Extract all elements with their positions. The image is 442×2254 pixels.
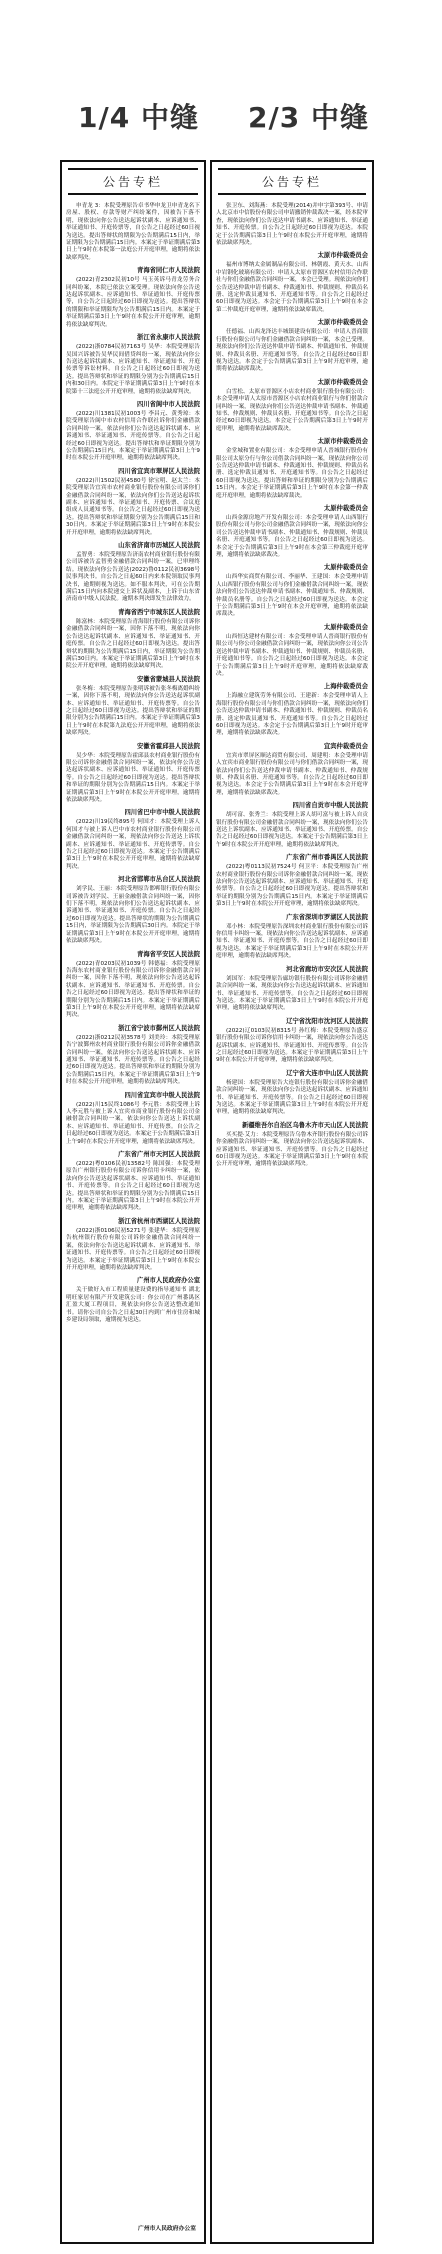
notice-body: 胡可富、张秀兰：本院受理上诉人胡可富与被上诉人自贡银行股份有限公司金融借款合同纠纷一案，现依法向你们公告送达上诉状副本、应诉通知书、举证通知书、开庭传票。自公告之日起经过60日即视为送达。本案定于公告期满后第3日上午9时在本院公开开庭审理，逾期将依法缺席判决。: [216, 812, 368, 848]
notice-item: [66, 609, 200, 671]
notice-item: [66, 876, 200, 945]
notice-issuer: 太原市仲裁委员会: [317, 319, 368, 327]
notice-body: (2022)川1502民初4580号 徐宝明、赵太兰：本院受理原告宜宾市农村商业银行股份有限公司诉你们金融借款合同纠纷一案，依法向你们公告送达起诉状副本、应诉通知书、举证通知书、开庭传票、合议庭组成人员通知书等。自公告之日起经过60日即视为送达。提出答辩状和举证期限分别为公告期满后15日和30日内。本案定于举证期满后第3日上午9时在本院公开开庭审理，逾期将依法缺席判决。: [66, 477, 200, 536]
notice-item: [216, 743, 368, 797]
notice-issuer: 广东省广州市番禺区人民法院: [286, 854, 368, 862]
notice-item: [216, 966, 368, 1013]
notice-issuer: 四川省自贡市中级人民法院: [292, 802, 368, 810]
notice-item: [216, 624, 368, 678]
notice-issuer: 太原市仲裁委员会: [317, 378, 368, 386]
notice-body: 张冬梅：本院受理原告张明诉被告张冬梅离婚纠纷一案，因你下落不明，现依法向你公告送达起诉状副本、应诉通知书、举证通知书、开庭传票等。自公告之日起经过60日即视为送达。提出答辩状和举证的期限分别为公告期满后15日内。本案定于举证期满后第3日上午9时在本院第九法庭公开开庭审理，逾期将依法缺席判决。: [66, 685, 200, 737]
notice-body: 孟智勇：本院受理原告济南农村商业银行股份有限公司诉被告孟智勇金融借款合同纠纷一案，已审理终结。现依法向你公告送达(2022)鲁0112民初3698号民事判决书。自公告之日起60日内来本院领取民事判决书，逾期则视为送达。如不服本判决，可在公告期满后15日内向本院递交上诉状及副本，上诉于山东省济南市中级人民法院。逾期本判决即发生法律效力。: [66, 552, 200, 603]
notice-issuer: 浙江省永康市人民法院: [137, 334, 200, 342]
notice-item: [216, 1070, 368, 1117]
notice-issuer: 太原仲裁委员会: [323, 623, 368, 631]
notice-list: [62, 203, 204, 1324]
notice-body: (2022)青2302民初10号 马玉英诉马青龙劳务合同纠纷案，本院已依法立案受理。现依法向你公告送达起诉状副本、应诉通知书、举证通知书、开庭传票等，自公告之日起经过60日即视为送达。提出答辩状的期限和举证期限均为公告期满后15日内。本案定于举证期满后第3日上午9时在本院公开开庭审理，逾期将依法缺席判决。: [66, 277, 200, 328]
notice-list: [212, 203, 372, 1169]
notice-body: 山西恒达建材有限公司：本会受理申请人晋商银行股份有限公司与你公司金融借款合同纠纷一案，现依法向你公司公告送达仲裁申请书副本、仲裁通知书、仲裁规则、仲裁员名册、开庭通知书等。自公告之日起经过60日即视为送达。本会定于公告期满后第3日上午9时开庭审理，逾期将依法缺席裁决。: [216, 633, 368, 677]
notice-item: [216, 802, 368, 849]
notice-body: 白雪松、太原市晋源区小店农村商业银行股份有限公司：本会受理申请人太原市晋源区小店农村商业银行与你们借款合同纠纷一案，现依法向你们公告送达仲裁申请书副本、仲裁通知书、仲裁规则、仲裁员名册、开庭通知书等。自公告之日起经过60日即视为送达。本会定于公告期满后第3日上午9时开庭审理，逾期将依法缺席裁决。: [216, 388, 368, 432]
notice-issuer: 河北省邯郸市丛台区人民法院: [118, 876, 200, 884]
notice-body: (2022)浙0106民初5271号 张建华：本院受理原告杭州银行股份有限公司诉你金融借款合同纠纷一案，依法向你公告送达起诉状副本、应诉通知书、举证通知书、开庭传票等。自公告之日起经过60日即视为送达。本案定于举证期满后第3日上午9时在本院公开开庭审理，逾期将依法缺席判决。: [66, 1227, 200, 1271]
notice-body: 陈富林：本院受理原告青海银行股份有限公司诉你金融借款合同纠纷一案，因你下落不明，现依法向你公告送达起诉状副本、应诉通知书、举证通知书、开庭传票。自公告之日起经过60日即视为送达。提出答辩状的期限为公告期满后15日内，举证期限为公告期满后30日内。本案定于举证期满后第3日上午9时在本院公开开庭审理，逾期将依法缺席判决。: [66, 618, 200, 670]
notice-item: [216, 1122, 368, 1169]
notice-item: [216, 1018, 368, 1065]
notice-issuer: 辽宁省大连市中山区人民法院: [286, 1069, 368, 1077]
notice-body: 吴少华：本院受理原告霍邱县农村商业银行股份有限公司诉你金融借款合同纠纷一案，依法向你公告送达起诉状副本、应诉通知书、举证通知书、开庭传票等。自公告之日起经过60日即视为送达。提出答辩状和举证的期限分别为公告期满后15日内。本案定于举证期满后第3日上午9时在本院公开开庭审理，逾期将依法缺席判决。: [66, 752, 200, 803]
notice-issuer: 山东省济南市历城区人民法院: [118, 542, 200, 550]
notice-issuer: 广州市人民政府办公室: [137, 1277, 200, 1285]
notice-item: [216, 319, 368, 373]
notice-body: 上海融立建筑劳务有限公司、王建新：本会受理申请人上海银行股份有限公司与你们借款合同纠纷一案，现依法向你们公告送达仲裁申请书副本、仲裁通知书、仲裁规则、仲裁员名册、选定仲裁员通知书、开庭通知书等。自公告之日起经过60日即视为送达。本会定于公告期满后第3日上午9时开庭审理，逾期将依法缺席裁决。: [216, 693, 368, 737]
notice-body: (2022)粤0106民初13582号 陈国强：本院受理原告广州银行股份有限公司诉你信用卡纠纷一案，依法向你公告送达起诉状副本、应诉通知书、举证通知书、开庭传票等。自公告之日起经过60日即视为送达。提出答辩状和举证的期限分别为公告期满后15日内。本案定于举证期满后第3日上午9时在本院公开开庭审理，逾期将依法缺席判决。: [66, 1161, 200, 1212]
notice-body: 杨建国：本院受理原告大连银行股份有限公司诉你金融借款合同纠纷一案，现依法向你公告送达起诉状副本、应诉通知书、举证通知书、开庭传票等。自公告之日起经过60日即视为送达。本案定于举证期满后第3日上午9时在本院公开开庭审理，逾期将依法缺席判决。: [216, 1079, 368, 1116]
notice-issuer: 安徽省蒙城县人民法院: [137, 675, 200, 683]
notice-item: [66, 203, 200, 262]
notice-body: 刘国军：本院受理原告廊坊银行股份有限公司诉你金融借款合同纠纷一案，现依法向你公告送达起诉状副本、应诉通知书、举证通知书、开庭传票等。自公告之日起经过60日即视为送达。本案定于举证期满后第3日上午9时在本院公开开庭审理，逾期将依法缺席判决。: [216, 975, 368, 1012]
notice-item: [216, 203, 368, 247]
notice-issuer: 广东省深圳市罗湖区人民法院: [286, 913, 368, 921]
notice-item: [66, 676, 200, 738]
notice-issuer: 浙江省杭州市西湖区人民法院: [118, 1217, 200, 1225]
notice-issuer: 宜宾仲裁委员会: [323, 742, 368, 750]
notice-item: [216, 914, 368, 961]
notice-item: [66, 951, 200, 1020]
notice-item: [66, 1092, 200, 1146]
notice-item: [66, 809, 200, 871]
notice-issuer: 青海省平安区人民法院: [137, 950, 200, 958]
notice-issuer: 四川省阆中市人民法院: [137, 400, 200, 408]
notice-item: [66, 1218, 200, 1272]
notice-issuer: 太原市仲裁委员会: [317, 438, 368, 446]
notice-body: (2022)辽0103民初8315号 孙红梅：本院受理原告盛京银行股份有限公司诉你信用卡纠纷一案，现依法向你公告送达起诉状副本、应诉通知书、举证通知书、开庭传票等。自公告之日起经过60日即视为送达。本案定于举证期满后第3日上午9时在本院公开开庭审理，逾期将依法缺席判决。: [216, 1027, 368, 1064]
notice-item: [216, 505, 368, 559]
column-footer: 广州市人民政府办公室: [138, 2226, 196, 2232]
notice-body: 邓小林：本院受理原告深圳农村商业银行股份有限公司诉你信用卡纠纷一案，现依法向你公告送达起诉状副本、应诉通知书、举证通知书、开庭传票等。自公告之日起经过60日即视为送达。本案定于举证期满后第3日上午9时在本院公开开庭审理，逾期将依法缺席判决。: [216, 923, 368, 960]
notice-body: 山西金源房地产开发有限公司：本会受理申请人山西银行股份有限公司与你公司金融借款合同纠纷一案，现依法向你公司公告送达仲裁申请书副本、仲裁通知书、仲裁规则、仲裁员名册、开庭通知书等。自公告之日起经过60日即视为送达。本会定于公告期满后第3日上午9时在本会第三仲裁庭开庭审理，逾期将依法缺席裁决。: [216, 515, 368, 559]
notice-body: 宜宾市翠屏区顺达商贸有限公司、周建明：本会受理申请人宜宾市商业银行股份有限公司与你们借款合同纠纷一案，现依法向你们公告送达仲裁申请书副本、仲裁通知书、仲裁规则、仲裁员名册、开庭通知书等。自公告之日起经过60日即视为送达。本会定于公告期满后第3日上午9时在本会开庭审理，逾期将依法缺席裁决。: [216, 752, 368, 796]
notice-item: [66, 1151, 200, 1213]
notice-issuer: 河北省廊坊市安次区人民法院: [286, 965, 368, 973]
notice-body: (2022)浙0784民初7163号 吴华：本院受理原告吴国兴诉被告吴华民间借贷纠纷一案，现依法向你公告送达起诉状副本、应诉通知书、举证通知书、开庭传票等诉讼材料。自公告之日起经过60日即视为送达。提出答辩状和举证的期限分别为公告期满后15日内和30日内。本院定于举证期满后第3日上午9时在本院第十三法庭公开开庭审理，逾期将依法缺席判决。: [66, 344, 200, 395]
notice-item: [66, 542, 200, 604]
notice-item: [216, 379, 368, 433]
notice-body: 金堂城和置业有限公司：本会受理申请人晋城银行股份有限公司太原分行与你公司借款合同纠纷一案，现依法向你公司公告送达仲裁申请书副本、仲裁通知书、仲裁规则、仲裁员名册、选定仲裁员通知书、开庭通知书等。自公告之日起经过60日即视为送达。提出答辩和举证的期限分别为公告期满后15日内。本会定于举证期满后第3日上午9时在本会第一仲裁庭开庭审理，逾期将依法缺席裁决。: [216, 448, 368, 499]
notice-item: [216, 683, 368, 737]
notice-issuer: 四川省宜宾市翠屏区人民法院: [118, 467, 200, 475]
notice-body: (2022)川1381民初1003号 李昌元、黄秀琼：本院受理原告阆中市农村信用合作联社诉你们金融借款合同纠纷一案，依法向你们公告送达起诉状副本、应诉通知书、举证通知书、开庭传票等。自公告之日起经过60日即视为送达。提出答辩状和举证期限分别为公告期满后15日内。本案定于举证期满后第3日上午9时在本院公开开庭审理，逾期将依法缺席判决。: [66, 410, 200, 462]
notice-item: [66, 334, 200, 396]
notice-body: 福州市博纳太金属制品有限公司、林朝霞、黄天水、山西中岩钢化玻璃有限公司：申请人太原市晋源区农村信用合作联社与你们金融借款合同纠纷一案，本会已受理。现依法向你们公告送达仲裁申请书副本、仲裁通知书、仲裁规则、仲裁员名册、选定仲裁员通知书、开庭通知书等。自公告之日起经过60日即视为送达。本会定于公告期满后第3日上午9时在本会第二仲裁庭开庭审理，逾期将依法缺席裁决。: [216, 262, 368, 313]
notice-body: (2022)浙0212民初3578号 刘美玲：本院受理原告宁波鄞州农村商业银行股份有限公司诉你金融借款合同纠纷一案，依法向你公告送达起诉状副本、应诉通知书、举证通知书、开庭传票等。自公告之日起经过60日即视为送达。提出答辩状和举证的期限分别为公告期满后15日内。本案定于举证期满后第3日上午9时在本院公开开庭审理，逾期将依法缺席判决。: [66, 1034, 200, 1086]
notice-body: 张卫东、刘海燕：本院受理(2014)并申字第393号、申请人北京市中信股份有限公司申请撤销仲裁裁决一案，经本院审查，现依法向你们公告送达申请书副本、应诉通知书、举证通知书、开庭传票。自公告之日起经过60日即视为送达。本院定于公告期满后第3日上午9时在本院公开开庭审理，逾期将依法缺席判决。: [216, 203, 368, 247]
notice-issuer: 太原市仲裁委员会: [317, 252, 368, 260]
notice-column-left: [60, 160, 206, 2244]
notice-item: [66, 267, 200, 329]
column-title: 公告专栏: [68, 168, 198, 195]
notice-body: (2022)川19民终895号 何国才：本院受理上诉人何国才与被上诉人巴中市农村商业银行股份有限公司金融借款合同纠纷一案，现依法向你公告送达上诉状副本、应诉通知书、举证通知书、开庭传票等。自公告之日起经过60日即视为送达。本案定于公告期满后第3日上午9时在本院公开开庭审理，逾期将依法缺席判决。: [66, 819, 200, 870]
notice-item: [216, 854, 368, 908]
notice-issuer: 安徽省霍邱县人民法院: [137, 742, 200, 750]
notice-issuer: 辽宁省沈阳市沈河区人民法院: [286, 1017, 368, 1025]
notice-issuer: 四川省宜宾市中级人民法院: [124, 1091, 200, 1099]
notice-body: 关于做好入市工程质量建设费的指导通知书 湖北明旺家居有限产开发建筑公司：你公司在广州番禺区汇盈大厦工程项目，现依法向你公告送达整改通知书。请你公司自公告之日起30日内到广州市住房和城乡建设局领取，逾期视为送达。: [66, 1287, 200, 1323]
notice-body: (2022)川15民终1086号 李元胜：本院受理上诉人李元胜与被上诉人宜宾市商业银行股份有限公司金融借款合同纠纷一案，依法向你公告送达上诉状副本、应诉通知书、举证通知书、开庭传票。自公告之日起经过60日即视为送达。本案定于公告期满后第3日上午9时在本院公开开庭审理，逾期将依法缺席判决。: [66, 1101, 200, 1145]
notice-issuer: 四川省巴中市中级人民法院: [124, 809, 200, 817]
left-column-header: 1/4 中缝: [78, 101, 199, 134]
notice-issuer: 上海仲裁委员会: [323, 683, 368, 691]
notice-issuer: 新疆维吾尔自治区乌鲁木齐市天山区人民法院: [242, 1121, 368, 1129]
notice-issuer: 太原仲裁委员会: [323, 505, 368, 512]
notice-body: 买买提·艾力：本院受理原告乌鲁木齐银行股份有限公司诉你金融借款合同纠纷一案，现依法向你公告送达起诉状副本、应诉通知书、举证通知书、开庭传票等。自公告之日起经过60日即视为送达。本案定于举证期满后第3日上午9时在本院公开开庭审理，逾期将依法缺席判决。: [216, 1131, 368, 1168]
notice-item: [66, 743, 200, 805]
notice-item: [216, 564, 368, 618]
notice-item: [66, 1025, 200, 1087]
notice-issuer: 青海省同仁市人民法院: [137, 267, 200, 275]
notice-body: 山西华实商贸有限公司、李丽华、王建国：本会受理申请人山西银行股份有限公司与你们金融借款合同纠纷一案，现依法向你们公告送达仲裁申请书副本、仲裁通知书、仲裁规则、仲裁员名册等。自公告之日起经过60日即视为送达。本会定于公告期满后第3日上午9时在本会开庭审理，逾期将依法缺席裁决。: [216, 574, 368, 618]
notice-item: [216, 252, 368, 314]
notice-body: (2022)粤0113民初7524号 何卫平：本院受理原告广州农村商业银行股份有限公司诉你金融借款合同纠纷一案，现依法向你公告送达起诉状副本、应诉通知书、举证通知书、开庭传票等。自公告之日起经过60日即视为送达。提出答辩状和举证的期限分别为公告期满后15日内。本案定于举证期满后第3日上午9时在本院公开开庭审理，逾期将依法缺席判决。: [216, 864, 368, 908]
notice-issuer: 太原仲裁委员会: [323, 564, 368, 572]
notice-column-right: [210, 160, 374, 2244]
notice-issuer: 青海省西宁市城东区人民法院: [118, 608, 200, 616]
notice-item: [216, 438, 368, 500]
notice-item: [66, 468, 200, 537]
notice-item: [66, 1277, 200, 1324]
notice-item: [66, 401, 200, 463]
column-title: 公告专栏: [218, 168, 366, 195]
notice-issuer: 浙江省宁波市鄞州区人民法院: [118, 1024, 200, 1032]
notice-body: 申青龙 3：本院受理原告卓书华申龙卫申青龙名下房屋、股权、存款等财产纠纷案件，因被告下落不明，现依法向你公告送达起诉状副本、应诉通知书、举证通知书、开庭传票等，自公告之日起经过60日视为送达。提出答辩状的期限为公告期满后15日内，举证期限为公告期满后15日内。本案定于举证期满后第3日上午9时在本院第一法庭公开开庭审理，逾期将依法缺席判决。: [66, 203, 200, 261]
notice-body: 任德福、山西龙泽达丰城镇建设有限公司：申请人晋商银行股份有限公司与你们金融借款合同纠纷一案，本会已受理。现依法向你们公告送达仲裁申请书副本、仲裁通知书、仲裁规则、仲裁员名册、开庭通知书等。自公告之日起经过60日即视为送达。本会定于公告期满后第3日上午9时开庭审理，逾期将依法缺席裁决。: [216, 329, 368, 373]
right-column-header: 2/3 中缝: [248, 101, 369, 134]
notice-body: (2022)青0203民初1039号 韩德福：本院受理原告海东农村商业银行股份有限公司诉你金融借款合同纠纷一案，因你下落不明，现依法向你公告送达起诉状副本、应诉通知书、举证通知书、开庭传票。自公告之日起经过60日即视为送达。提出答辩状和举证的期限分别为公告期满后15日内。本案定于举证期满后第3日上午9时在本院公开开庭审理，逾期将依法缺席判决。: [66, 960, 200, 1019]
notice-body: 刘学民、王丽：本院受理原告邯郸银行股份有限公司诉被告刘学民、王丽金融借款合同纠纷一案，因你们下落不明，现依法向你们公告送达起诉状副本、应诉通知书、举证通知书、开庭传票。自公告之日起经过60日即视为送达。提出答辩状的期限为公告期满后15日内，举证期限为公告期满后30日内。本院定于举证期满后第3日上午9时在本院公开开庭审理，逾期将依法缺席判决。: [66, 886, 200, 945]
notice-issuer: 广东省广州市天河区人民法院: [118, 1151, 200, 1159]
